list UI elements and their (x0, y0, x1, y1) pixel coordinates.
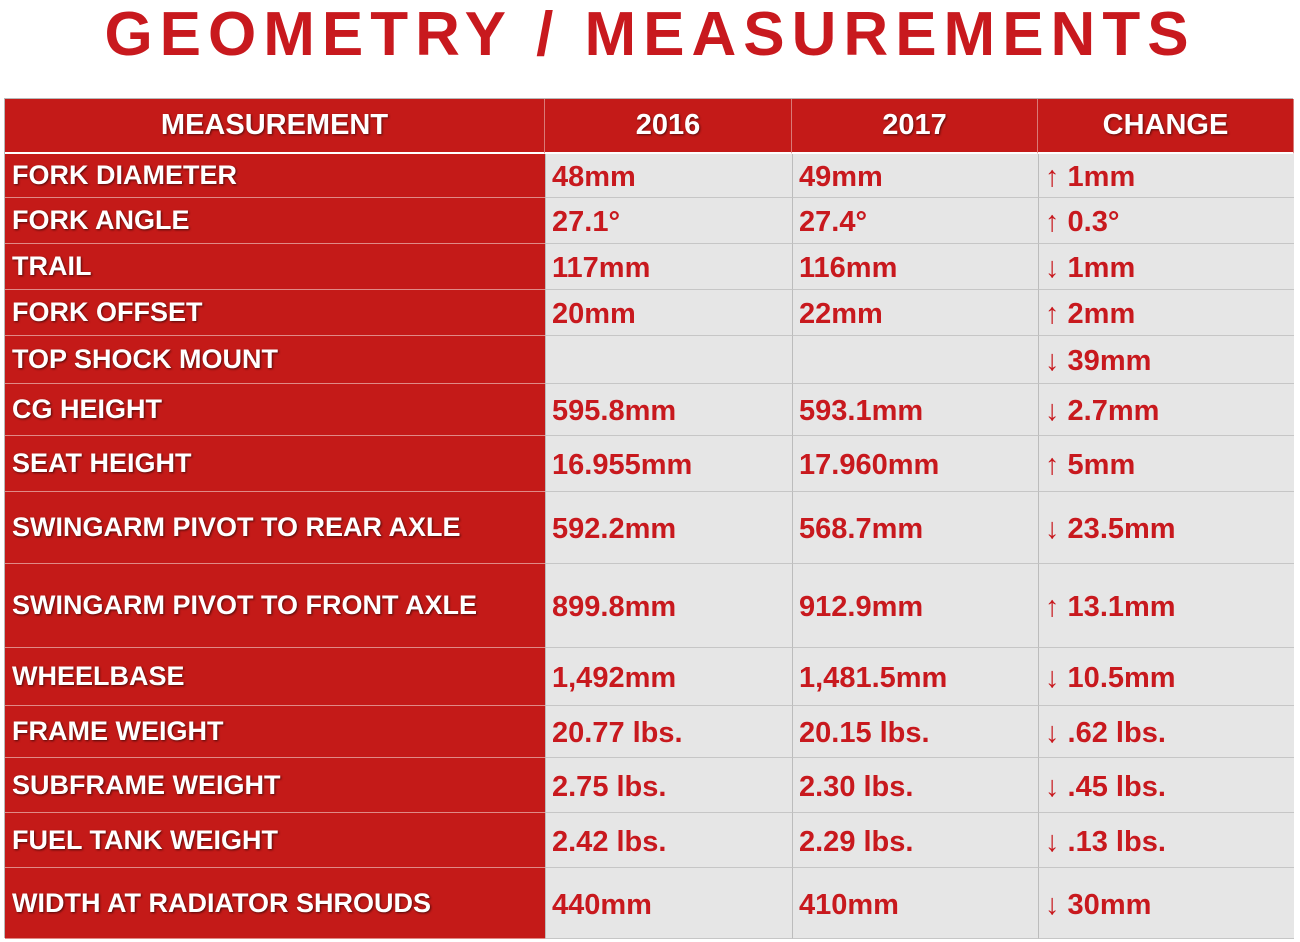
column-header-measurement: MEASUREMENT (5, 99, 545, 154)
row-label: FORK DIAMETER (5, 154, 545, 198)
value-change: ↓ .13 lbs. (1038, 813, 1294, 868)
value-2017: 20.15 lbs. (792, 706, 1038, 758)
row-label: SWINGARM PIVOT TO FRONT AXLE (5, 564, 545, 648)
row-label: SWINGARM PIVOT TO REAR AXLE (5, 492, 545, 564)
value-change: ↓ 10.5mm (1038, 648, 1294, 706)
row-label: SUBFRAME WEIGHT (5, 758, 545, 813)
value-change: ↑ 1mm (1038, 154, 1294, 198)
value-2017 (792, 336, 1038, 384)
value-2017: 2.29 lbs. (792, 813, 1038, 868)
measurements-table (4, 98, 1293, 938)
value-change: ↓ .45 lbs. (1038, 758, 1294, 813)
row-label: FRAME WEIGHT (5, 706, 545, 758)
value-2017: 2.30 lbs. (792, 758, 1038, 813)
value-2016: 2.42 lbs. (545, 813, 792, 868)
row-label: FORK OFFSET (5, 290, 545, 336)
value-change: ↓ 39mm (1038, 336, 1294, 384)
value-2017: 22mm (792, 290, 1038, 336)
row-label: TOP SHOCK MOUNT (5, 336, 545, 384)
value-change: ↑ 13.1mm (1038, 564, 1294, 648)
value-2017: 410mm (792, 868, 1038, 939)
value-2016: 1,492mm (545, 648, 792, 706)
value-2016: 20mm (545, 290, 792, 336)
value-change: ↑ 0.3° (1038, 198, 1294, 244)
row-label: TRAIL (5, 244, 545, 290)
value-2016: 16.955mm (545, 436, 792, 492)
value-2016: 27.1° (545, 198, 792, 244)
column-header-2017: 2017 (792, 99, 1038, 154)
value-2016 (545, 336, 792, 384)
value-change: ↓ 23.5mm (1038, 492, 1294, 564)
value-2017: 568.7mm (792, 492, 1038, 564)
value-change: ↓ 1mm (1038, 244, 1294, 290)
value-change: ↑ 5mm (1038, 436, 1294, 492)
column-header-change: CHANGE (1038, 99, 1294, 154)
value-2016: 20.77 lbs. (545, 706, 792, 758)
value-2017: 116mm (792, 244, 1038, 290)
value-2017: 593.1mm (792, 384, 1038, 436)
value-2016: 899.8mm (545, 564, 792, 648)
row-label: CG HEIGHT (5, 384, 545, 436)
value-2016: 2.75 lbs. (545, 758, 792, 813)
value-2017: 17.960mm (792, 436, 1038, 492)
value-change: ↑ 2mm (1038, 290, 1294, 336)
row-label: SEAT HEIGHT (5, 436, 545, 492)
row-label: FORK ANGLE (5, 198, 545, 244)
column-header-2016: 2016 (545, 99, 792, 154)
value-change: ↓ 30mm (1038, 868, 1294, 939)
row-label: WHEELBASE (5, 648, 545, 706)
value-2016: 440mm (545, 868, 792, 939)
row-label: FUEL TANK WEIGHT (5, 813, 545, 868)
value-2017: 27.4° (792, 198, 1038, 244)
value-change: ↓ .62 lbs. (1038, 706, 1294, 758)
value-2017: 912.9mm (792, 564, 1038, 648)
value-2016: 595.8mm (545, 384, 792, 436)
value-change: ↓ 2.7mm (1038, 384, 1294, 436)
value-2016: 117mm (545, 244, 792, 290)
value-2017: 1,481.5mm (792, 648, 1038, 706)
value-2017: 49mm (792, 154, 1038, 198)
page-title: GEOMETRY / MEASUREMENTS (104, 0, 1196, 69)
row-label: WIDTH AT RADIATOR SHROUDS (5, 868, 545, 939)
value-2016: 48mm (545, 154, 792, 198)
value-2016: 592.2mm (545, 492, 792, 564)
